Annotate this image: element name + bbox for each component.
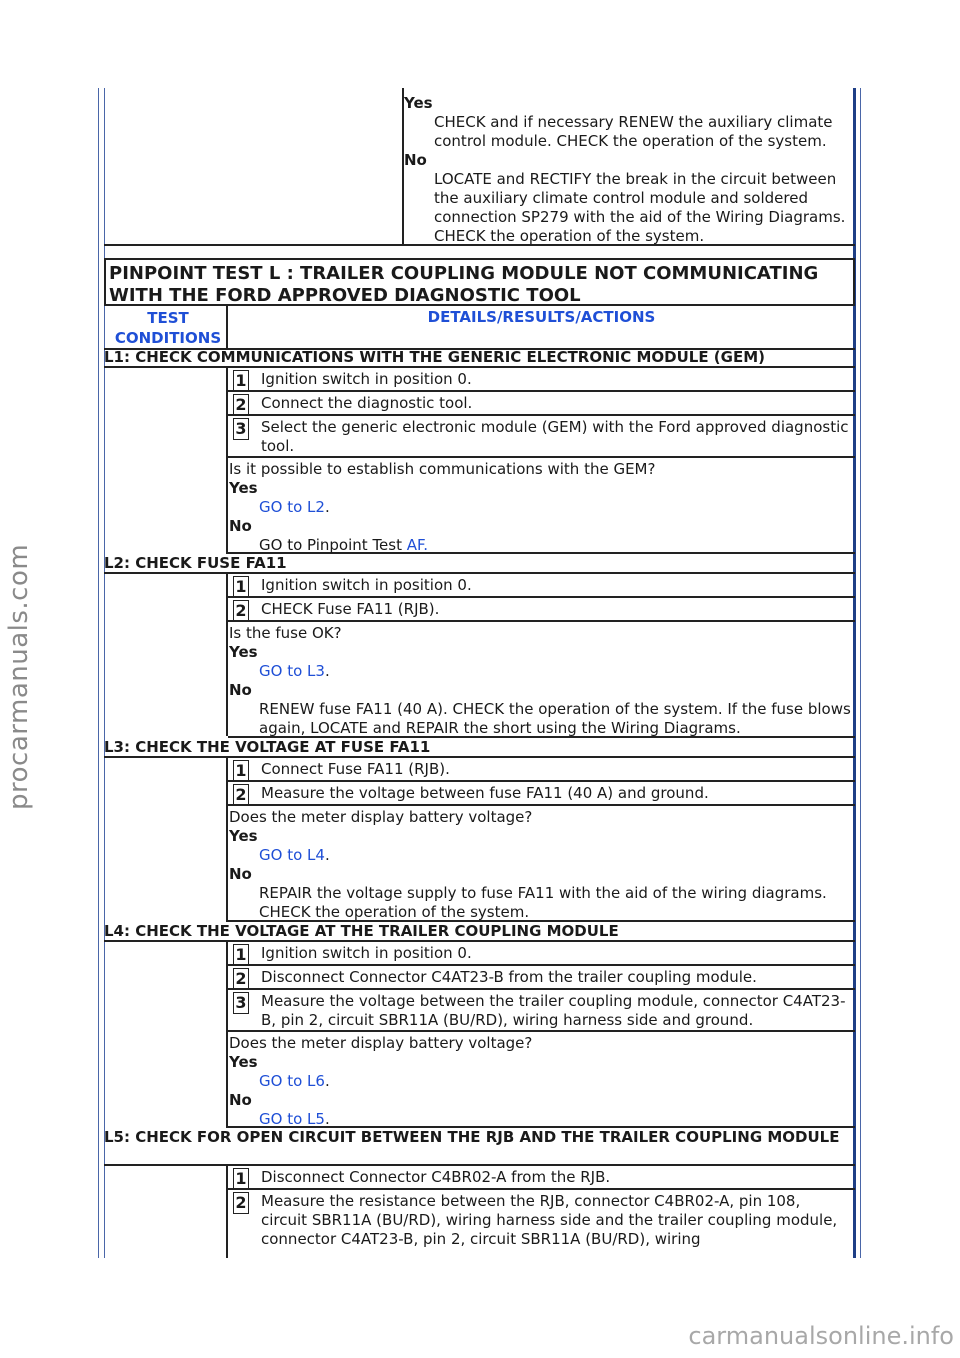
- step-row: [228, 758, 855, 782]
- result-block-l3: [228, 806, 855, 922]
- step-row: [228, 942, 855, 966]
- step-number: 1: [233, 760, 249, 782]
- step-row: [228, 574, 855, 598]
- step-text: Disconnect Connector C4BR02-A from the RJB.: [261, 1168, 611, 1186]
- step-number: 1: [233, 370, 249, 392]
- step-text: Disconnect Connector C4AT23-B from the trailer coupling module.: [261, 968, 757, 986]
- no-action-text: GO to Pinpoint Test: [259, 536, 407, 554]
- step-row: [228, 966, 855, 990]
- punctuation: .: [324, 846, 330, 864]
- bottom-watermark: carmanualsonline.info: [688, 1322, 954, 1350]
- step-row: [228, 416, 855, 458]
- step-row: [228, 392, 855, 416]
- step-row: [228, 598, 855, 622]
- page-right-rule-outer: [860, 88, 861, 1258]
- step-row: [228, 782, 855, 806]
- no-action-text: REPAIR the voltage supply to fuse FA11 with the aid of the wiring diagrams. CHECK the operation of the system.: [259, 884, 827, 921]
- step-text: Ignition switch in position 0.: [261, 576, 472, 594]
- result-block-l2: [228, 622, 855, 738]
- step-text: Ignition switch in position 0.: [261, 370, 472, 388]
- step-number: 3: [233, 992, 249, 1014]
- table-header-row: [104, 304, 855, 350]
- no-label: No: [229, 1091, 252, 1109]
- goto-link-l6[interactable]: GO to L6: [259, 1072, 325, 1090]
- header-test-conditions: TEST CONDITIONS: [114, 309, 222, 347]
- step-text: Connect Fuse FA11 (RJB).: [261, 760, 450, 778]
- yes-label: Yes: [229, 827, 258, 845]
- step-text: Connect the diagnostic tool.: [261, 394, 473, 412]
- step-number: 2: [233, 600, 249, 622]
- step-number: 1: [233, 576, 249, 598]
- step-text: CHECK Fuse FA11 (RJB).: [261, 600, 440, 618]
- step-text: Measure the voltage between the trailer coupling module, connector C4AT23-B, pin 2, circuit SBR11A (BU/RD), wiring harness side and ground.: [261, 992, 846, 1029]
- result-block-l1: [228, 458, 855, 554]
- no-action-text: RENEW fuse FA11 (40 A). CHECK the operation of the system. If the fuse blows again, LOCATE and REPAIR the short using the Wiring Diagrams.: [259, 700, 851, 737]
- previous-result-content: [404, 94, 850, 246]
- punctuation: .: [324, 498, 330, 516]
- section-title-l5: L5: CHECK FOR OPEN CIRCUIT BETWEEN THE RJB AND THE TRAILER COUPLING MODULE: [104, 1128, 855, 1166]
- step-text: Measure the voltage between fuse FA11 (40 A) and ground.: [261, 784, 709, 802]
- step-number: 2: [233, 394, 249, 416]
- step-row: [228, 1166, 855, 1190]
- step-text: Measure the resistance between the RJB, connector C4BR02-A, pin 108, circuit SBR11A (BU/RD), wiring harness side and the trailer coupling module, connector C4AT23-B, pin 2, circuit SBR11A (BU/RD), wiring: [261, 1192, 838, 1248]
- no-label: No: [229, 517, 252, 535]
- punctuation: .: [324, 662, 330, 680]
- punctuation: .: [324, 1110, 330, 1128]
- question-text: Is it possible to establish communications with the GEM?: [229, 460, 656, 478]
- no-label: No: [229, 681, 252, 699]
- step-number: 1: [233, 944, 249, 966]
- section-title-l2: L2: CHECK FUSE FA11: [104, 554, 855, 574]
- goto-link-l5[interactable]: GO to L5: [259, 1110, 325, 1128]
- step-number: 2: [233, 784, 249, 806]
- step-number: 1: [233, 1168, 249, 1190]
- question-text: Does the meter display battery voltage?: [229, 1034, 533, 1052]
- result-block-l4: [228, 1032, 855, 1128]
- step-row: [228, 1190, 855, 1258]
- question-text: Is the fuse OK?: [229, 624, 342, 642]
- section-title-l4: L4: CHECK THE VOLTAGE AT THE TRAILER COUPLING MODULE: [104, 922, 855, 942]
- pinpoint-test-title: PINPOINT TEST L : TRAILER COUPLING MODULE NOT COMMUNICATING WITH THE FORD APPROVED DIAGNOSTIC TOOL: [104, 258, 855, 304]
- step-number: 2: [233, 1192, 249, 1214]
- no-label: No: [229, 865, 252, 883]
- yes-label: Yes: [229, 479, 258, 497]
- step-row: [228, 990, 855, 1032]
- yes-label: Yes: [229, 1053, 258, 1071]
- question-text: Does the meter display battery voltage?: [229, 808, 533, 826]
- step-text: Select the generic electronic module (GEM) with the Ford approved diagnostic tool.: [261, 418, 849, 455]
- no-label: No: [404, 151, 427, 169]
- yes-label: Yes: [404, 94, 433, 112]
- step-number: 2: [233, 968, 249, 990]
- section-title-l1: L1: CHECK COMMUNICATIONS WITH THE GENERIC ELECTRONIC MODULE (GEM): [104, 348, 855, 368]
- step-number: 3: [233, 418, 249, 440]
- no-action-text: LOCATE and RECTIFY the break in the circuit between the auxiliary climate control module and soldered connection SP279 with the aid of the Wiring Diagrams. CHECK the operation of the system.: [434, 170, 846, 245]
- goto-link-l3[interactable]: GO to L3: [259, 662, 325, 680]
- goto-link-l2[interactable]: GO to L2: [259, 498, 325, 516]
- pinpoint-test-table: [104, 258, 855, 1258]
- goto-link-l4[interactable]: GO to L4: [259, 846, 325, 864]
- yes-label: Yes: [229, 643, 258, 661]
- section-title-l3: L3: CHECK THE VOLTAGE AT FUSE FA11: [104, 738, 855, 758]
- yes-action-text: CHECK and if necessary RENEW the auxiliary climate control module. CHECK the operation of the system.: [434, 113, 833, 150]
- page-left-rule: [98, 88, 99, 1258]
- step-text: Ignition switch in position 0.: [261, 944, 472, 962]
- step-row: [228, 368, 855, 392]
- header-details-results-actions: DETAILS/RESULTS/ACTIONS: [427, 308, 656, 326]
- goto-link-af[interactable]: AF.: [406, 536, 428, 554]
- punctuation: .: [324, 1072, 330, 1090]
- side-watermark: procarmanuals.com: [4, 543, 34, 810]
- previous-test-result-box: [104, 88, 855, 246]
